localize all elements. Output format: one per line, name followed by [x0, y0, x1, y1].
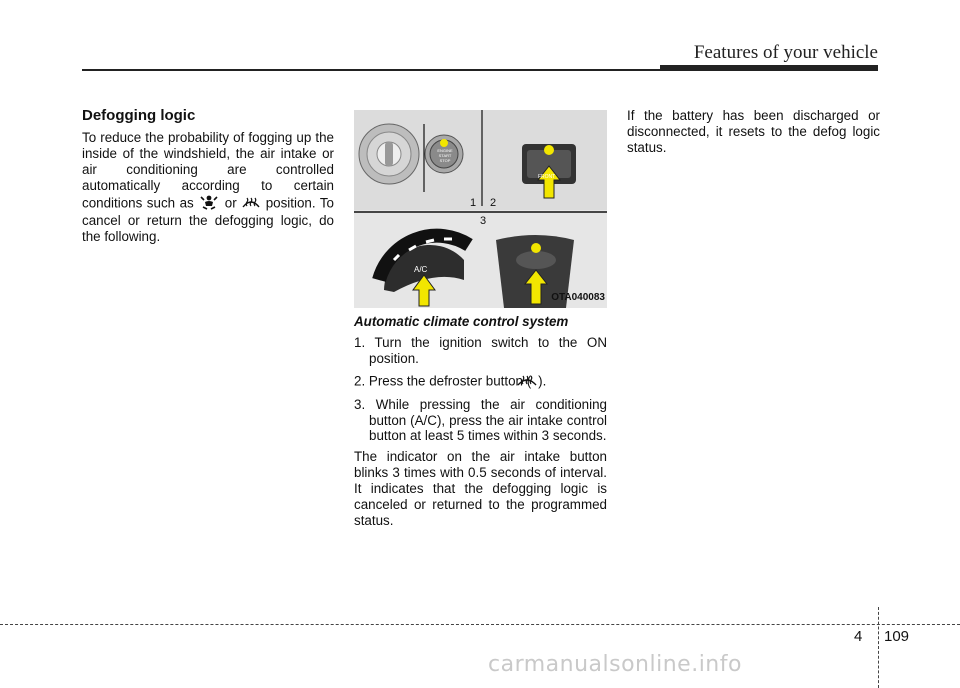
- column-middle: [354, 108, 607, 535]
- ac-button-label: A/C: [414, 265, 428, 274]
- page-number: 109: [884, 628, 910, 645]
- start-button-label: ENGINE START STOP: [437, 148, 453, 163]
- step-number: 2.: [354, 373, 366, 389]
- steps-list: [354, 335, 607, 444]
- step-number: 3.: [354, 396, 366, 412]
- column-left: [82, 108, 334, 251]
- intro-text-2: position. To cancel or return the defogging logic, do the following.: [82, 195, 334, 245]
- column-right: [627, 108, 880, 162]
- figure-code: OTA040083: [551, 292, 605, 304]
- header-rule-bar: [660, 65, 878, 71]
- step-item: [354, 372, 607, 392]
- step-text: Press the defroster button (: [368, 373, 532, 389]
- header-title: Features of your vehicle: [693, 42, 878, 63]
- step-text: While pressing the air conditioning button (A/C), press the air intake control button at least 5 times within 3 seconds.: [369, 396, 607, 444]
- intro-or: or: [224, 195, 237, 211]
- climate-control-figure: [354, 110, 607, 308]
- intro-paragraph: [82, 130, 334, 245]
- chapter-number: 4: [854, 628, 863, 645]
- battery-paragraph: If the battery has been discharged or disconnected, it resets to the defog logic status.: [627, 108, 880, 155]
- step-text-end: ).: [538, 373, 547, 389]
- step-number: 1.: [354, 334, 366, 350]
- step-item: [354, 335, 607, 367]
- watermark: carmanualsonline.info: [488, 652, 742, 677]
- callout-1: 1: [470, 197, 477, 209]
- floor-windshield-mode-icon: [198, 194, 220, 214]
- indicator-paragraph: The indicator on the air intake button blinks 3 times with 0.5 seconds of interval. It indicates that the defogging logic is canceled or returned to the programmed status.: [354, 449, 607, 528]
- footer-rule: [0, 624, 960, 625]
- figure-caption: Automatic climate control system: [354, 314, 569, 329]
- step-item: [354, 397, 607, 445]
- intro-text-1: To reduce the probability of fogging up the inside of the windshield, the air intake or air conditioning are controlled automatically according to certain conditions such as: [82, 129, 334, 211]
- callout-2: 2: [490, 197, 497, 209]
- callout-3: 3: [480, 215, 487, 227]
- footer-divider: [878, 607, 879, 688]
- step-text: Turn the ignition switch to the ON position.: [369, 334, 608, 366]
- front-button-label: FRONT: [538, 174, 556, 180]
- section-heading: Defogging logic: [82, 107, 196, 124]
- defrost-icon: [241, 194, 261, 214]
- figure-illustration: [354, 110, 607, 308]
